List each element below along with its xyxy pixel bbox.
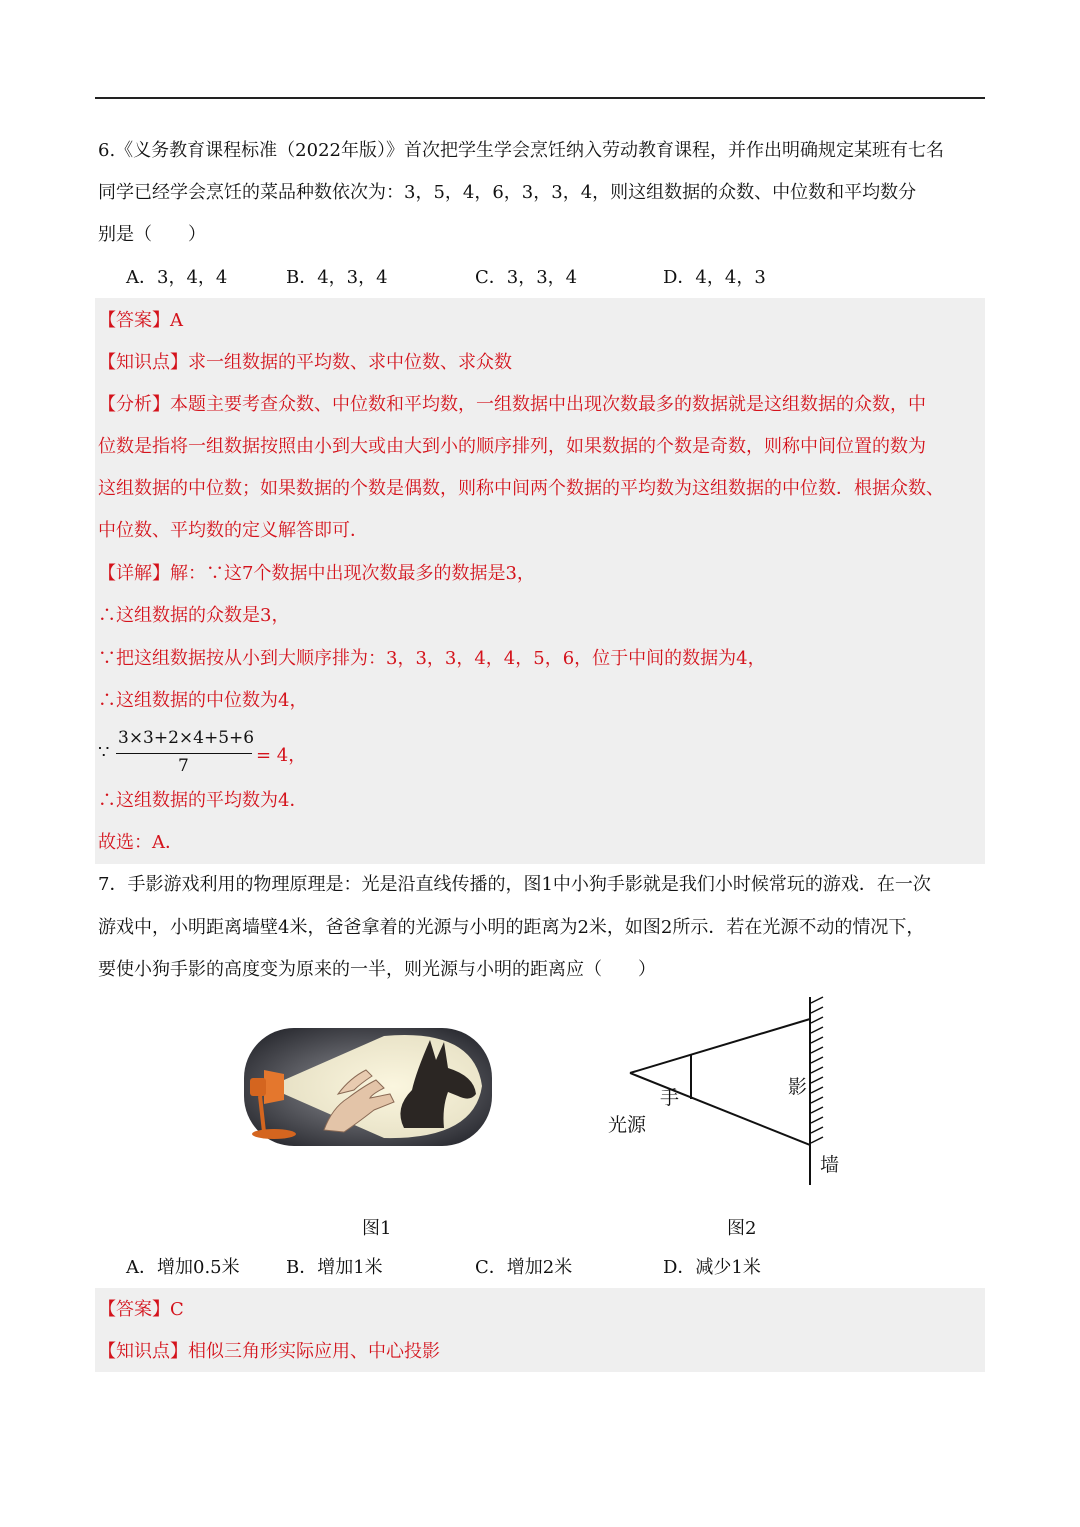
a6-analysis-1: 【分析】本题主要考查众数、中位数和平均数，一组数据中出现次数最多的数据就是这组数据的众数，中 xyxy=(98,394,926,415)
a6-analysis-4: 中位数、平均数的定义解答即可． xyxy=(98,520,368,541)
q7-option-a: A．增加0.5米 xyxy=(126,1257,240,1278)
label-light-source: 光源 xyxy=(608,1114,647,1136)
a7-knowledge: 【知识点】相似三角形实际应用、中心投影 xyxy=(98,1341,440,1362)
figure-1-hand-shadow xyxy=(244,1028,492,1146)
a6-detail-4: ∴这组数据的中位数为4， xyxy=(98,690,308,711)
q7-line-2: 游戏中，小明距离墙壁4米，爸爸拿着的光源与小明的距离为2米，如图2所示．若在光源不动的情况下， xyxy=(98,917,925,938)
header-rule xyxy=(95,97,985,99)
a6-detail-1: 【详解】解：∵这7个数据中出现次数最多的数据是3， xyxy=(98,563,535,584)
q6-option-c: C．3，3，4 xyxy=(475,267,578,288)
q7-option-d: D．减少1米 xyxy=(663,1257,761,1278)
q7-line-3: 要使小狗手影的高度变为原来的一半，则光源与小明的距离应（ ） xyxy=(98,959,656,980)
because-symbol: ∵ xyxy=(98,742,110,763)
q6-line-3: 别是（ ） xyxy=(98,224,206,245)
label-wall: 墙 xyxy=(820,1154,840,1176)
a6-analysis-3: 这组数据的中位数；如果数据的个数是偶数，则称中间两个数据的平均数为这组数据的中位数．根据众数、 xyxy=(98,478,944,499)
label-hand: 手 xyxy=(660,1087,680,1109)
a6-answer: 【答案】A xyxy=(98,310,183,331)
lower-ray xyxy=(630,1073,810,1145)
figure-1-caption: 图1 xyxy=(362,1218,392,1239)
q6-option-a: A．3，4，4 xyxy=(126,267,228,288)
q7-option-c: C．增加2米 xyxy=(475,1257,573,1278)
q6-option-b: B．4，3，4 xyxy=(286,267,388,288)
a6-detail-3: ∵把这组数据按从小到大顺序排为：3，3，3，4，4，5，6，位于中间的数据为4， xyxy=(98,648,766,669)
a6-detail-2: ∴这组数据的众数是3， xyxy=(98,605,290,626)
q6-option-d: D．4，4，3 xyxy=(663,267,766,288)
a6-analysis-2: 位数是指将一组数据按照由小到大或由大到小的顺序排列，如果数据的个数是奇数，则称中间位置的数为 xyxy=(98,436,926,457)
fraction-denominator: 7 xyxy=(178,756,189,776)
q6-line-1: 6.《义务教育课程标准（2022年版）》首次把学生学会烹饪纳入劳动教育课程，并作出明确规定某班有七名 xyxy=(98,140,944,161)
label-shadow: 影 xyxy=(788,1076,808,1098)
q7-option-b: B．增加1米 xyxy=(286,1257,383,1278)
q6-line-2: 同学已经学会烹饪的菜品种数依次为：3，5，4，6，3，3，4，则这组数据的众数、中位数和平均数分 xyxy=(98,182,917,203)
fraction-bar xyxy=(116,753,252,754)
fraction-result: = 4， xyxy=(256,745,307,766)
a6-knowledge: 【知识点】求一组数据的平均数、求中位数、求众数 xyxy=(98,352,512,373)
figure-2-caption: 图2 xyxy=(727,1218,757,1239)
q7-line-1: 7．手影游戏利用的物理原理是：光是沿直线传播的，图1中小狗手影就是我们小时候常玩的游戏．在一次 xyxy=(98,874,931,895)
a7-answer: 【答案】C xyxy=(98,1299,184,1320)
a6-mean: ∴这组数据的平均数为4． xyxy=(98,790,308,811)
a6-choose: 故选：A． xyxy=(98,832,183,853)
upper-ray xyxy=(630,1019,810,1073)
figure-2-diagram xyxy=(600,995,840,1190)
fraction-numerator: 3×3+2×4+5+6 xyxy=(118,728,255,748)
